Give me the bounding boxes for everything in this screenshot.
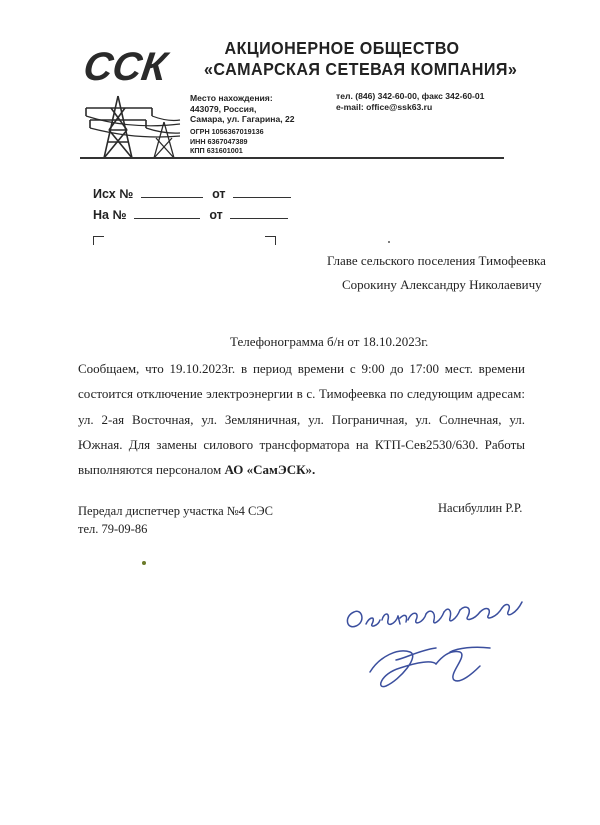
handwritten-acknowledgement: [340, 590, 530, 700]
incoming-date-blank: [230, 207, 288, 219]
address-corner-right: [265, 236, 276, 245]
address-line: 443079, Россия,: [190, 103, 257, 114]
outgoing-number-blank: [141, 186, 203, 198]
logo-text: ССК: [80, 44, 170, 89]
outgoing-date-blank: [233, 186, 291, 198]
company-logo: [80, 38, 184, 160]
outgoing-number-row: [93, 186, 291, 201]
phone-fax: тел. (846) 342-60-00, факс 342-60-01: [336, 91, 485, 101]
inn-code: ИНН 6367047389: [190, 136, 248, 146]
company-name-block: [192, 38, 518, 80]
scan-speck: [388, 241, 390, 243]
document-body: [78, 356, 525, 482]
company-name: «САМАРСКАЯ СЕТЕВАЯ КОМПАНИЯ»: [204, 59, 518, 79]
kpp-code: КПП 631601001: [190, 146, 243, 155]
sender-phone: тел. 79-09-86: [78, 522, 148, 536]
outgoing-date-label: от: [212, 187, 226, 201]
company-type: АКЦИОНЕРНОЕ ОБЩЕСТВО: [224, 38, 460, 58]
sender-position: Передал диспетчер участка №4 СЭС: [78, 504, 273, 518]
address-line: Самара, ул. Гагарина, 22: [190, 114, 295, 124]
company-codes: [190, 127, 264, 156]
address-corner-left: [93, 236, 104, 245]
incoming-number-label: На №: [93, 208, 127, 222]
sender-block: [78, 502, 273, 538]
company-contacts: [336, 91, 484, 112]
address-line: Место нахождения:: [190, 93, 273, 103]
recipient-position: Главе сельского поселения Тимофеевка: [327, 253, 546, 268]
email: e-mail: office@ssk63.ru: [336, 101, 433, 112]
company-address: [190, 93, 295, 125]
header-divider: [80, 157, 504, 159]
incoming-number-blank: [134, 207, 200, 219]
document-title: Телефонограмма б/н от 18.10.2023г.: [230, 334, 429, 349]
incoming-number-row: [93, 207, 288, 222]
body-text: Сообщаем, что 19.10.2023г. в период времени с 9:00 до 17:00 мест. времени состоится отключение электроэнергии в с. Тимофеевка по следующим адресам: ул. 2-ая Восточная, ул. Земляничная, ул. Пограничная, ул. Солнечная, ул. Южная. Для замены силового трансформатора на КТП-Сев2530/630. Работы выполняются персоналом: [78, 361, 525, 478]
ogrn-code: ОГРН 1056367019136: [190, 127, 264, 136]
incoming-date-label: от: [209, 208, 223, 222]
sender-name: Насибуллин Р.Р.: [438, 501, 523, 515]
scan-speck: [142, 561, 146, 565]
body-organization: АО «СамЭСК».: [224, 462, 316, 478]
outgoing-number-label: Исх №: [93, 187, 134, 201]
recipient-name: Сорокину Александру Николаевичу: [342, 277, 542, 292]
